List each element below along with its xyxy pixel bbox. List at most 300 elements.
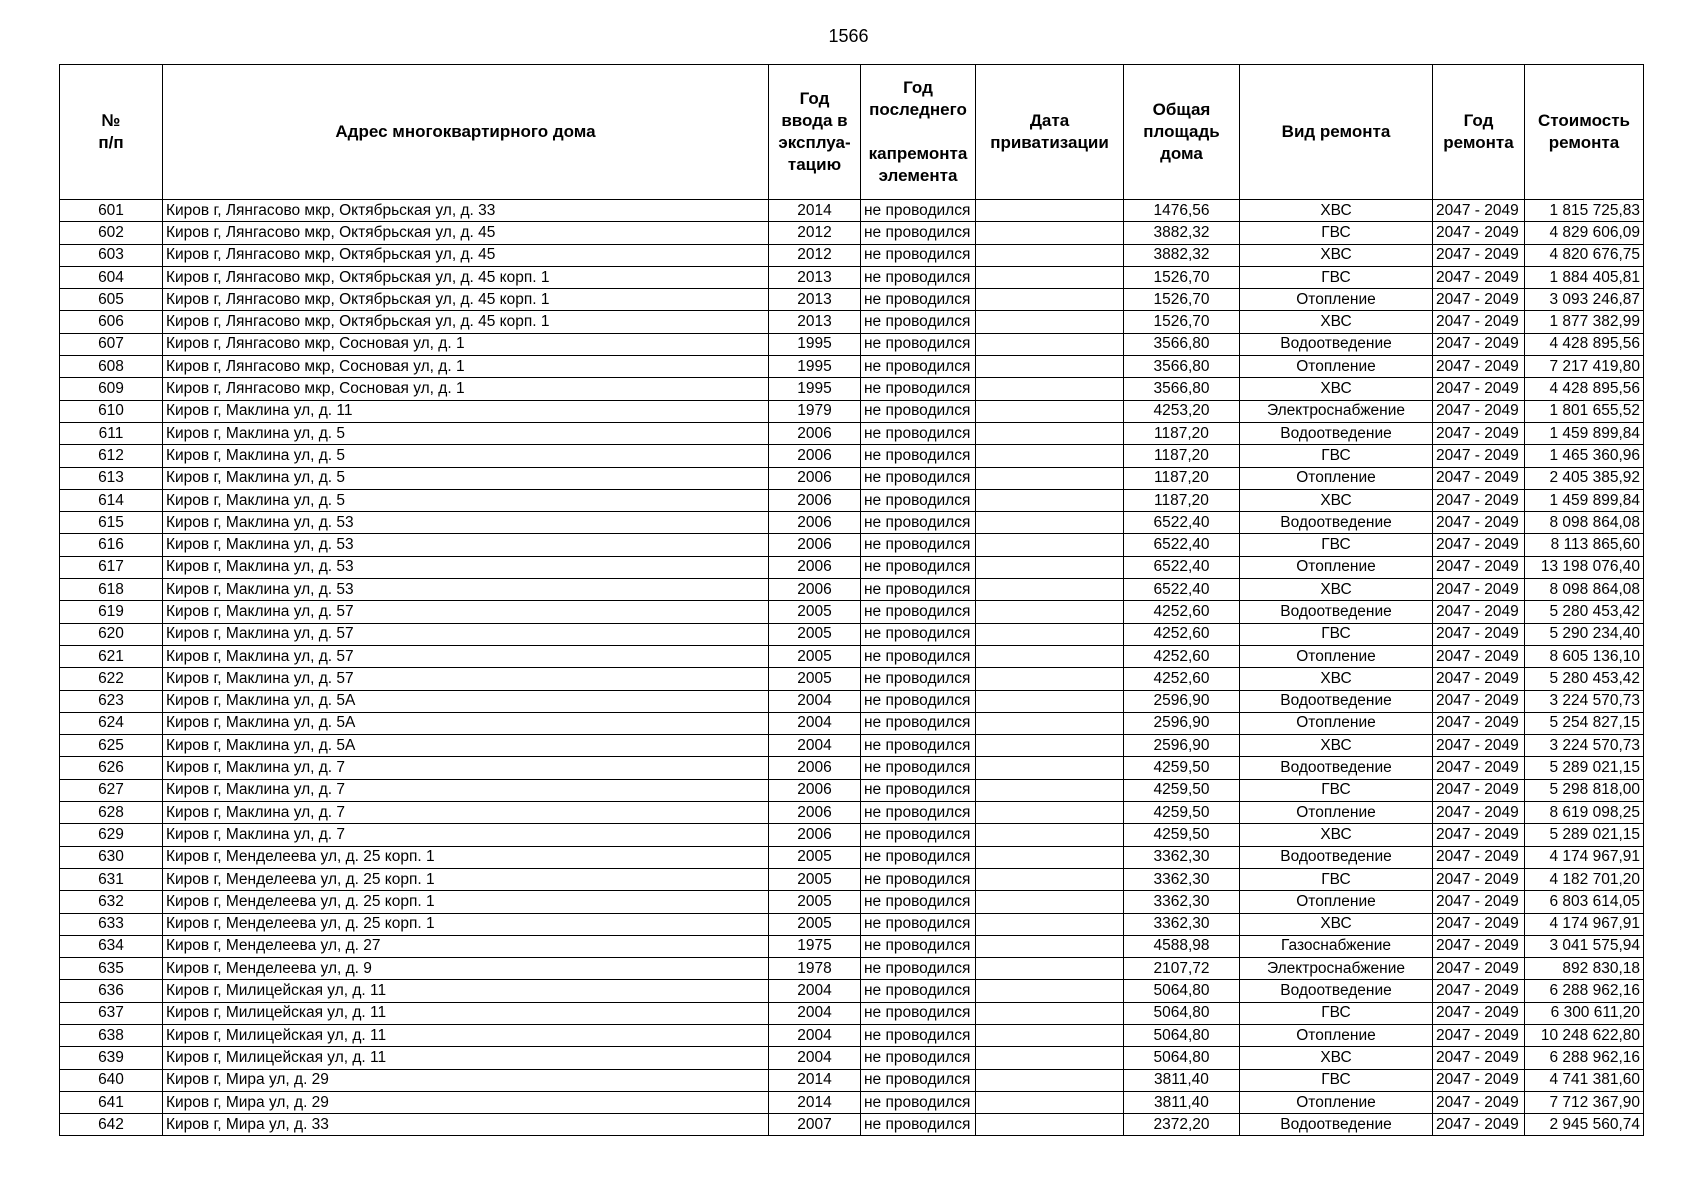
cell-repair-type: ГВС [1240,779,1433,801]
cell-privatization [976,735,1124,757]
cell-address: Киров г, Мира ул, д. 29 [163,1069,769,1091]
cell-privatization [976,757,1124,779]
cell-num: 631 [60,868,163,890]
cell-repair-year: 2047 - 2049 [1433,757,1525,779]
cell-cost: 4 820 676,75 [1525,244,1644,266]
cell-year-built: 2006 [769,579,861,601]
cell-repair-type: ХВС [1240,244,1433,266]
cell-year-built: 2004 [769,712,861,734]
table-row [60,891,1644,913]
cell-num: 627 [60,779,163,801]
cell-address: Киров г, Лянгасово мкр, Сосновая ул, д. 1 [163,356,769,378]
cell-repair-type: Отопление [1240,556,1433,578]
cell-privatization [976,1069,1124,1091]
cell-num: 620 [60,623,163,645]
cell-area: 6522,40 [1124,534,1240,556]
cell-num: 621 [60,645,163,667]
cell-privatization [976,422,1124,444]
cell-repair-year: 2047 - 2049 [1433,512,1525,534]
cell-year-built: 2004 [769,1024,861,1046]
cell-privatization [976,868,1124,890]
table-row [60,1091,1644,1113]
cell-address: Киров г, Маклина ул, д. 7 [163,802,769,824]
cell-repair-type: Водоотведение [1240,333,1433,355]
cell-last-repair: не проводился [861,333,976,355]
table-row [60,512,1644,534]
cell-privatization [976,400,1124,422]
cell-repair-type: Отопление [1240,1091,1433,1113]
cell-area: 1187,20 [1124,422,1240,444]
cell-last-repair: не проводился [861,534,976,556]
cell-address: Киров г, Мира ул, д. 29 [163,1091,769,1113]
cell-num: 638 [60,1024,163,1046]
cell-cost: 5 290 234,40 [1525,623,1644,645]
cell-address: Киров г, Маклина ул, д. 5 [163,489,769,511]
table-row [60,222,1644,244]
cell-repair-type: ГВС [1240,266,1433,288]
cell-num: 608 [60,356,163,378]
table-row [60,935,1644,957]
table-row [60,489,1644,511]
cell-year-built: 2004 [769,1002,861,1024]
cell-last-repair: не проводился [861,244,976,266]
cell-address: Киров г, Мира ул, д. 33 [163,1114,769,1136]
cell-cost: 5 254 827,15 [1525,712,1644,734]
cell-num: 629 [60,824,163,846]
cell-repair-type: ХВС [1240,735,1433,757]
table-row [60,1069,1644,1091]
cell-repair-type: Газоснабжение [1240,935,1433,957]
table-row [60,356,1644,378]
cell-privatization [976,489,1124,511]
cell-year-built: 2006 [769,422,861,444]
cell-year-built: 2006 [769,824,861,846]
table-row [60,958,1644,980]
table-row [60,846,1644,868]
table-row [60,1114,1644,1136]
cell-year-built: 2004 [769,735,861,757]
cell-year-built: 2006 [769,556,861,578]
cell-area: 1526,70 [1124,266,1240,288]
cell-repair-year: 2047 - 2049 [1433,534,1525,556]
cell-repair-year: 2047 - 2049 [1433,980,1525,1002]
cell-last-repair: не проводился [861,735,976,757]
cell-repair-type: ГВС [1240,1069,1433,1091]
cell-area: 1526,70 [1124,311,1240,333]
cell-num: 612 [60,445,163,467]
cell-num: 637 [60,1002,163,1024]
cell-last-repair: не проводился [861,846,976,868]
cell-area: 3566,80 [1124,333,1240,355]
cell-num: 611 [60,422,163,444]
cell-repair-type: ГВС [1240,1002,1433,1024]
cell-repair-type: Электроснабжение [1240,958,1433,980]
cell-last-repair: не проводился [861,445,976,467]
cell-year-built: 2014 [769,1091,861,1113]
cell-repair-year: 2047 - 2049 [1433,333,1525,355]
cell-repair-type: ХВС [1240,824,1433,846]
cell-year-built: 1995 [769,378,861,400]
cell-cost: 1 877 382,99 [1525,311,1644,333]
cell-privatization [976,467,1124,489]
cell-privatization [976,333,1124,355]
cell-num: 618 [60,579,163,601]
cell-last-repair: не проводился [861,712,976,734]
cell-privatization [976,222,1124,244]
cell-year-built: 2004 [769,980,861,1002]
cell-address: Киров г, Маклина ул, д. 7 [163,824,769,846]
cell-repair-year: 2047 - 2049 [1433,802,1525,824]
cell-repair-year: 2047 - 2049 [1433,1047,1525,1069]
cell-area: 5064,80 [1124,1002,1240,1024]
cell-year-built: 2012 [769,222,861,244]
table-row [60,601,1644,623]
cell-repair-type: ХВС [1240,378,1433,400]
table-row [60,802,1644,824]
cell-privatization [976,1047,1124,1069]
cell-repair-year: 2047 - 2049 [1433,712,1525,734]
cell-year-built: 2004 [769,690,861,712]
cell-repair-type: Электроснабжение [1240,400,1433,422]
cell-repair-type: ХВС [1240,200,1433,222]
cell-privatization [976,668,1124,690]
page-number: 1566 [828,26,869,46]
cell-last-repair: не проводился [861,467,976,489]
cell-repair-year: 2047 - 2049 [1433,868,1525,890]
cell-repair-type: ГВС [1240,222,1433,244]
cell-year-built: 2013 [769,289,861,311]
cell-area: 1187,20 [1124,489,1240,511]
cell-repair-year: 2047 - 2049 [1433,311,1525,333]
table-row [60,779,1644,801]
cell-address: Киров г, Маклина ул, д. 53 [163,556,769,578]
cell-repair-year: 2047 - 2049 [1433,824,1525,846]
cell-area: 4252,60 [1124,623,1240,645]
cell-cost: 6 288 962,16 [1525,980,1644,1002]
cell-repair-type: ХВС [1240,913,1433,935]
cell-cost: 4 829 606,09 [1525,222,1644,244]
table-row [60,311,1644,333]
cell-cost: 5 280 453,42 [1525,668,1644,690]
cell-cost: 892 830,18 [1525,958,1644,980]
cell-num: 634 [60,935,163,957]
cell-repair-year: 2047 - 2049 [1433,200,1525,222]
cell-last-repair: не проводился [861,579,976,601]
cell-last-repair: не проводился [861,200,976,222]
cell-address: Киров г, Маклина ул, д. 53 [163,534,769,556]
cell-last-repair: не проводился [861,958,976,980]
cell-area: 4259,50 [1124,824,1240,846]
header-num: № п/п [60,65,163,200]
cell-repair-type: ХВС [1240,668,1433,690]
cell-cost: 2 945 560,74 [1525,1114,1644,1136]
cell-repair-year: 2047 - 2049 [1433,1002,1525,1024]
cell-repair-type: Водоотведение [1240,846,1433,868]
cell-num: 602 [60,222,163,244]
cell-repair-type: Водоотведение [1240,690,1433,712]
cell-area: 4252,60 [1124,668,1240,690]
cell-address: Киров г, Маклина ул, д. 5 [163,467,769,489]
cell-num: 640 [60,1069,163,1091]
cell-cost: 1 465 360,96 [1525,445,1644,467]
cell-address: Киров г, Маклина ул, д. 57 [163,623,769,645]
cell-repair-type: ГВС [1240,445,1433,467]
cell-repair-type: Водоотведение [1240,980,1433,1002]
cell-area: 2596,90 [1124,712,1240,734]
cell-repair-type: ХВС [1240,311,1433,333]
cell-cost: 8 098 864,08 [1525,579,1644,601]
cell-area: 3882,32 [1124,244,1240,266]
cell-last-repair: не проводился [861,311,976,333]
cell-cost: 5 298 818,00 [1525,779,1644,801]
cell-num: 607 [60,333,163,355]
cell-num: 606 [60,311,163,333]
cell-cost: 8 098 864,08 [1525,512,1644,534]
cell-cost: 1 884 405,81 [1525,266,1644,288]
cell-area: 3362,30 [1124,846,1240,868]
cell-cost: 4 174 967,91 [1525,913,1644,935]
cell-area: 4259,50 [1124,757,1240,779]
cell-year-built: 2013 [769,266,861,288]
cell-num: 639 [60,1047,163,1069]
cell-repair-year: 2047 - 2049 [1433,891,1525,913]
cell-num: 642 [60,1114,163,1136]
cell-repair-year: 2047 - 2049 [1433,289,1525,311]
cell-cost: 5 289 021,15 [1525,757,1644,779]
cell-address: Киров г, Маклина ул, д. 5А [163,735,769,757]
cell-area: 5064,80 [1124,1047,1240,1069]
cell-year-built: 2005 [769,623,861,645]
cell-repair-year: 2047 - 2049 [1433,779,1525,801]
table-row [60,668,1644,690]
cell-area: 2107,72 [1124,958,1240,980]
cell-repair-year: 2047 - 2049 [1433,1114,1525,1136]
cell-address: Киров г, Маклина ул, д. 57 [163,645,769,667]
cell-repair-year: 2047 - 2049 [1433,400,1525,422]
cell-repair-type: Отопление [1240,712,1433,734]
cell-year-built: 2006 [769,757,861,779]
cell-cost: 1 815 725,83 [1525,200,1644,222]
cell-address: Киров г, Маклина ул, д. 7 [163,757,769,779]
cell-repair-year: 2047 - 2049 [1433,445,1525,467]
cell-address: Киров г, Милицейская ул, д. 11 [163,980,769,1002]
cell-privatization [976,1091,1124,1113]
cell-privatization [976,534,1124,556]
cell-privatization [976,311,1124,333]
cell-cost: 6 803 614,05 [1525,891,1644,913]
cell-last-repair: не проводился [861,1047,976,1069]
cell-repair-type: ГВС [1240,623,1433,645]
cell-year-built: 2006 [769,467,861,489]
cell-area: 3566,80 [1124,378,1240,400]
cell-last-repair: не проводился [861,556,976,578]
table-row [60,289,1644,311]
cell-address: Киров г, Милицейская ул, д. 11 [163,1047,769,1069]
repair-table-container [59,64,1643,1136]
cell-cost: 13 198 076,40 [1525,556,1644,578]
cell-repair-year: 2047 - 2049 [1433,913,1525,935]
cell-address: Киров г, Менделеева ул, д. 25 корп. 1 [163,868,769,890]
table-row [60,445,1644,467]
cell-repair-year: 2047 - 2049 [1433,489,1525,511]
cell-address: Киров г, Маклина ул, д. 57 [163,601,769,623]
cell-num: 636 [60,980,163,1002]
cell-year-built: 1979 [769,400,861,422]
cell-address: Киров г, Менделеева ул, д. 27 [163,935,769,957]
cell-area: 5064,80 [1124,980,1240,1002]
cell-cost: 5 280 453,42 [1525,601,1644,623]
cell-num: 609 [60,378,163,400]
cell-last-repair: не проводился [861,289,976,311]
cell-privatization [976,645,1124,667]
cell-last-repair: не проводился [861,1114,976,1136]
cell-area: 4588,98 [1124,935,1240,957]
cell-area: 4253,20 [1124,400,1240,422]
cell-privatization [976,802,1124,824]
header-repair-year: Год ремонта [1433,65,1525,200]
cell-num: 615 [60,512,163,534]
cell-address: Киров г, Лянгасово мкр, Сосновая ул, д. 1 [163,333,769,355]
cell-num: 603 [60,244,163,266]
cell-address: Киров г, Лянгасово мкр, Октябрьская ул, д. 45 [163,244,769,266]
cell-area: 1187,20 [1124,445,1240,467]
cell-last-repair: не проводился [861,645,976,667]
cell-last-repair: не проводился [861,1091,976,1113]
cell-num: 630 [60,846,163,868]
cell-privatization [976,824,1124,846]
cell-privatization [976,913,1124,935]
cell-repair-type: Водоотведение [1240,512,1433,534]
cell-year-built: 2006 [769,779,861,801]
cell-last-repair: не проводился [861,824,976,846]
cell-repair-year: 2047 - 2049 [1433,623,1525,645]
cell-address: Киров г, Маклина ул, д. 53 [163,579,769,601]
cell-privatization [976,846,1124,868]
cell-privatization [976,980,1124,1002]
cell-area: 6522,40 [1124,556,1240,578]
cell-last-repair: не проводился [861,400,976,422]
cell-cost: 3 093 246,87 [1525,289,1644,311]
cell-area: 4252,60 [1124,601,1240,623]
header-last-repair: Год последнего капремонта элемента [861,65,976,200]
cell-repair-year: 2047 - 2049 [1433,378,1525,400]
cell-repair-year: 2047 - 2049 [1433,356,1525,378]
cell-cost: 4 428 895,56 [1525,333,1644,355]
cell-address: Киров г, Маклина ул, д. 53 [163,512,769,534]
cell-area: 2596,90 [1124,690,1240,712]
cell-year-built: 2006 [769,445,861,467]
cell-last-repair: не проводился [861,356,976,378]
cell-repair-type: ХВС [1240,579,1433,601]
cell-address: Киров г, Маклина ул, д. 7 [163,779,769,801]
cell-repair-year: 2047 - 2049 [1433,601,1525,623]
cell-privatization [976,601,1124,623]
cell-num: 605 [60,289,163,311]
cell-area: 1526,70 [1124,289,1240,311]
cell-repair-year: 2047 - 2049 [1433,958,1525,980]
header-cost: Стоимость ремонта [1525,65,1644,200]
cell-address: Киров г, Лянгасово мкр, Октябрьская ул, д. 45 корп. 1 [163,311,769,333]
cell-last-repair: не проводился [861,690,976,712]
cell-last-repair: не проводился [861,891,976,913]
cell-cost: 4 182 701,20 [1525,868,1644,890]
cell-repair-type: Водоотведение [1240,1114,1433,1136]
cell-area: 4259,50 [1124,802,1240,824]
cell-repair-type: Водоотведение [1240,601,1433,623]
cell-privatization [976,1024,1124,1046]
table-row [60,980,1644,1002]
cell-cost: 6 288 962,16 [1525,1047,1644,1069]
cell-address: Киров г, Менделеева ул, д. 25 корп. 1 [163,891,769,913]
table-row [60,757,1644,779]
cell-repair-year: 2047 - 2049 [1433,846,1525,868]
cell-last-repair: не проводился [861,668,976,690]
cell-last-repair: не проводился [861,980,976,1002]
cell-repair-year: 2047 - 2049 [1433,690,1525,712]
table-row [60,913,1644,935]
cell-year-built: 2006 [769,489,861,511]
cell-last-repair: не проводился [861,378,976,400]
cell-year-built: 2006 [769,802,861,824]
cell-privatization [976,958,1124,980]
cell-num: 610 [60,400,163,422]
cell-privatization [976,200,1124,222]
cell-address: Киров г, Маклина ул, д. 11 [163,400,769,422]
cell-last-repair: не проводился [861,1069,976,1091]
table-row [60,735,1644,757]
cell-privatization [976,579,1124,601]
cell-year-built: 2012 [769,244,861,266]
cell-cost: 5 289 021,15 [1525,824,1644,846]
cell-repair-type: Отопление [1240,1024,1433,1046]
cell-area: 4259,50 [1124,779,1240,801]
cell-privatization [976,445,1124,467]
cell-area: 5064,80 [1124,1024,1240,1046]
table-row [60,1024,1644,1046]
cell-last-repair: не проводился [861,935,976,957]
cell-address: Киров г, Лянгасово мкр, Октябрьская ул, д. 45 [163,222,769,244]
table-row [60,824,1644,846]
cell-address: Киров г, Лянгасово мкр, Сосновая ул, д. 1 [163,378,769,400]
cell-repair-year: 2047 - 2049 [1433,645,1525,667]
cell-privatization [976,891,1124,913]
cell-last-repair: не проводился [861,802,976,824]
cell-year-built: 1995 [769,333,861,355]
cell-last-repair: не проводился [861,601,976,623]
table-row [60,868,1644,890]
cell-year-built: 1995 [769,356,861,378]
cell-area: 1187,20 [1124,467,1240,489]
header-year-built: Год ввода в эксплуа- тацию [769,65,861,200]
cell-cost: 10 248 622,80 [1525,1024,1644,1046]
cell-year-built: 2005 [769,645,861,667]
cell-privatization [976,244,1124,266]
cell-cost: 4 741 381,60 [1525,1069,1644,1091]
cell-area: 3362,30 [1124,913,1240,935]
cell-num: 601 [60,200,163,222]
cell-num: 617 [60,556,163,578]
cell-last-repair: не проводился [861,868,976,890]
cell-year-built: 2005 [769,601,861,623]
cell-area: 2596,90 [1124,735,1240,757]
cell-cost: 1 801 655,52 [1525,400,1644,422]
header-row [60,65,1644,200]
cell-area: 3811,40 [1124,1069,1240,1091]
cell-year-built: 2013 [769,311,861,333]
cell-last-repair: не проводился [861,422,976,444]
cell-repair-year: 2047 - 2049 [1433,1069,1525,1091]
cell-num: 614 [60,489,163,511]
